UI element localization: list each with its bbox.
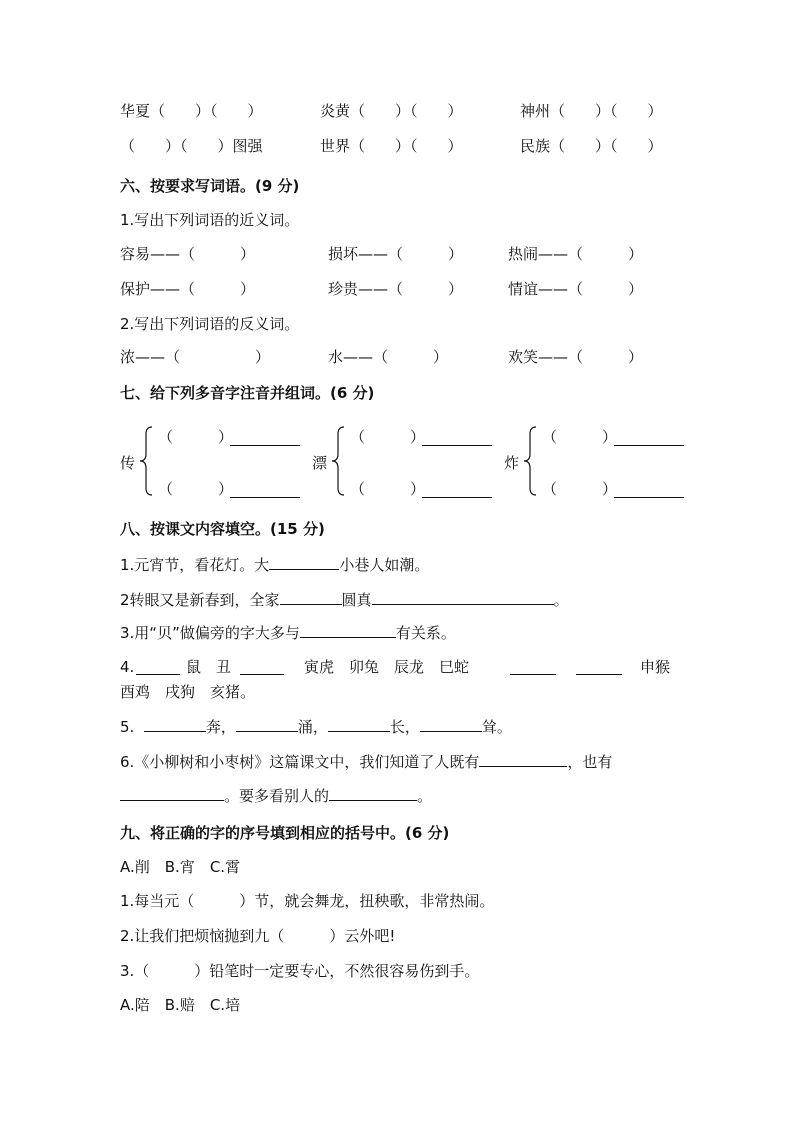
- s7-g2-paren-1: （ ）: [350, 428, 426, 446]
- s6-q1-r1-c1: 容易——（ ）: [120, 245, 256, 263]
- s8-l6-blank-1[interactable]: [479, 752, 567, 767]
- section7-title: 七、给下列多音字注音并组词。(6 分): [120, 384, 375, 402]
- s9-q2: 2.让我们把烦恼抛到九（ ）云外吧!: [120, 927, 396, 945]
- s8-l4-blank-3[interactable]: [510, 660, 556, 675]
- s7-g2-blank-1[interactable]: [422, 431, 492, 446]
- s6-q1-r2-c3: 情谊——（ ）: [508, 280, 644, 298]
- s6-q1-r1-c2: 损坏——（ ）: [328, 245, 464, 263]
- s8-l4-blank-4[interactable]: [576, 660, 622, 675]
- s8-l5-text-d: 长，: [389, 718, 420, 736]
- s7-g2-blank-2[interactable]: [422, 483, 492, 498]
- s6-q1: 1.写出下列词语的近义词。: [120, 211, 300, 229]
- s9-options-2: A.陪 B.赔 C.培: [120, 996, 241, 1014]
- s7-g1-paren-2: （ ）: [158, 480, 234, 498]
- polyphone-char-2: 漂: [312, 454, 328, 472]
- s5-r1-c2: 炎黄（ ）（ ）: [320, 102, 463, 120]
- s9-q1: 1.每当元（ ）节，就会舞龙，扭秧歌，非常热闹。: [120, 892, 495, 910]
- curly-brace-icon: [330, 426, 346, 496]
- s8-l6-text-a: 6.《小柳树和小枣树》这篇课文中，我们知道了人既有: [120, 753, 480, 771]
- s8-l5-text-c: 涌，: [297, 718, 328, 736]
- s8-l2-text-b: 圆真: [341, 591, 372, 609]
- s9-q3: 3.（ ）铅笔时一定要专心，不然很容易伤到手。: [120, 962, 480, 980]
- s6-q1-r2-c1: 保护——（ ）: [120, 280, 256, 298]
- s8-l5-text-b: 奔，: [205, 718, 236, 736]
- s8-l2-text-a: 2转眼又是新春到，全家: [120, 591, 280, 609]
- s8-line2: [120, 590, 569, 610]
- s7-g3-paren-2: （ ）: [542, 480, 618, 498]
- curly-brace-icon: [138, 426, 154, 496]
- s8-l6-blank-2[interactable]: [120, 786, 224, 801]
- s8-l4-c: 寅虎 卯兔 辰龙 巳蛇: [304, 658, 470, 676]
- s5-r2-c2: 世界（ ）（ ）: [320, 137, 463, 155]
- s7-g1-blank-1[interactable]: [230, 431, 300, 446]
- s7-g3-paren-1: （ ）: [542, 428, 618, 446]
- s6-q1-r1-c3: 热闹——（ ）: [508, 245, 644, 263]
- section6-title: 六、按要求写词语。(9 分): [120, 177, 300, 195]
- s8-l4-a: 4.: [120, 658, 135, 676]
- s8-l1-text-b: 小巷人如潮。: [339, 556, 430, 574]
- s8-l2-blank-2[interactable]: [372, 590, 554, 605]
- s8-l5-blank-1[interactable]: [144, 717, 206, 732]
- s8-l6-text-b: ，也有: [567, 753, 613, 771]
- s8-line6-cont: [120, 786, 432, 806]
- s8-l1-text-a: 1.元宵节，看花灯。大: [120, 556, 270, 574]
- s8-l6-text-c: 。要多看别人的: [224, 787, 330, 805]
- s7-g3-blank-2[interactable]: [614, 483, 684, 498]
- s8-l5-blank-3[interactable]: [328, 717, 390, 732]
- s8-l6-text-d: 。: [417, 787, 433, 805]
- s8-l3-text-b: 有关系。: [395, 624, 456, 642]
- s5-r2-c1: （ ）（ ）图强: [120, 137, 263, 155]
- s8-line5: [120, 717, 512, 737]
- s6-q1-r2-c2: 珍贵——（ ）: [328, 280, 464, 298]
- s7-g3-blank-1[interactable]: [614, 431, 684, 446]
- section8-title: 八、按课文内容填空。(15 分): [120, 520, 325, 538]
- s8-l3-blank[interactable]: [300, 623, 396, 638]
- s8-line6: [120, 752, 612, 772]
- s8-l2-blank-1[interactable]: [280, 590, 342, 605]
- s6-q2-c1: 浓——（ ）: [120, 348, 271, 366]
- s8-l5-blank-2[interactable]: [236, 717, 298, 732]
- s6-q2: 2.写出下列词语的反义词。: [120, 315, 300, 333]
- s8-l6-blank-3[interactable]: [329, 786, 417, 801]
- s7-g1-blank-2[interactable]: [230, 483, 300, 498]
- s5-r2-c3: 民族（ ）（ ）: [520, 137, 663, 155]
- s9-options-1: A.削 B.宵 C.霄: [120, 858, 241, 876]
- s8-l4-blank-2[interactable]: [240, 660, 284, 675]
- s6-q2-c3: 欢笑——（ ）: [508, 348, 644, 366]
- s8-line3: [120, 623, 456, 643]
- s6-q2-c2: 水——（ ）: [328, 348, 449, 366]
- s8-l5-text-e: 耸。: [481, 718, 512, 736]
- polyphone-char-3: 炸: [504, 454, 520, 472]
- s5-r1-c1: 华夏（ ）（ ）: [120, 102, 263, 120]
- s8-line1: [120, 555, 429, 575]
- s8-l4-e: 酉鸡 戌狗 亥猪。: [120, 683, 256, 701]
- s8-l4-blank-1[interactable]: [136, 660, 180, 675]
- polyphone-char-1: 传: [120, 454, 136, 472]
- s7-g1-paren-1: （ ）: [158, 428, 234, 446]
- s8-l5-text-a: 5.: [120, 718, 135, 736]
- s8-l4-d: 申猴: [640, 658, 671, 676]
- s8-l5-blank-4[interactable]: [420, 717, 482, 732]
- s8-l3-text-a: 3.用“贝”做偏旁的字大多与: [120, 624, 300, 642]
- s8-l4-b: 鼠 丑: [186, 658, 232, 676]
- s5-r1-c3: 神州（ ）（ ）: [520, 102, 663, 120]
- s8-l1-blank[interactable]: [269, 555, 339, 570]
- s7-g2-paren-2: （ ）: [350, 480, 426, 498]
- s8-l2-text-c: 。: [553, 591, 569, 609]
- curly-brace-icon: [522, 426, 538, 496]
- section9-title: 九、将正确的字的序号填到相应的括号中。(6 分): [120, 824, 450, 842]
